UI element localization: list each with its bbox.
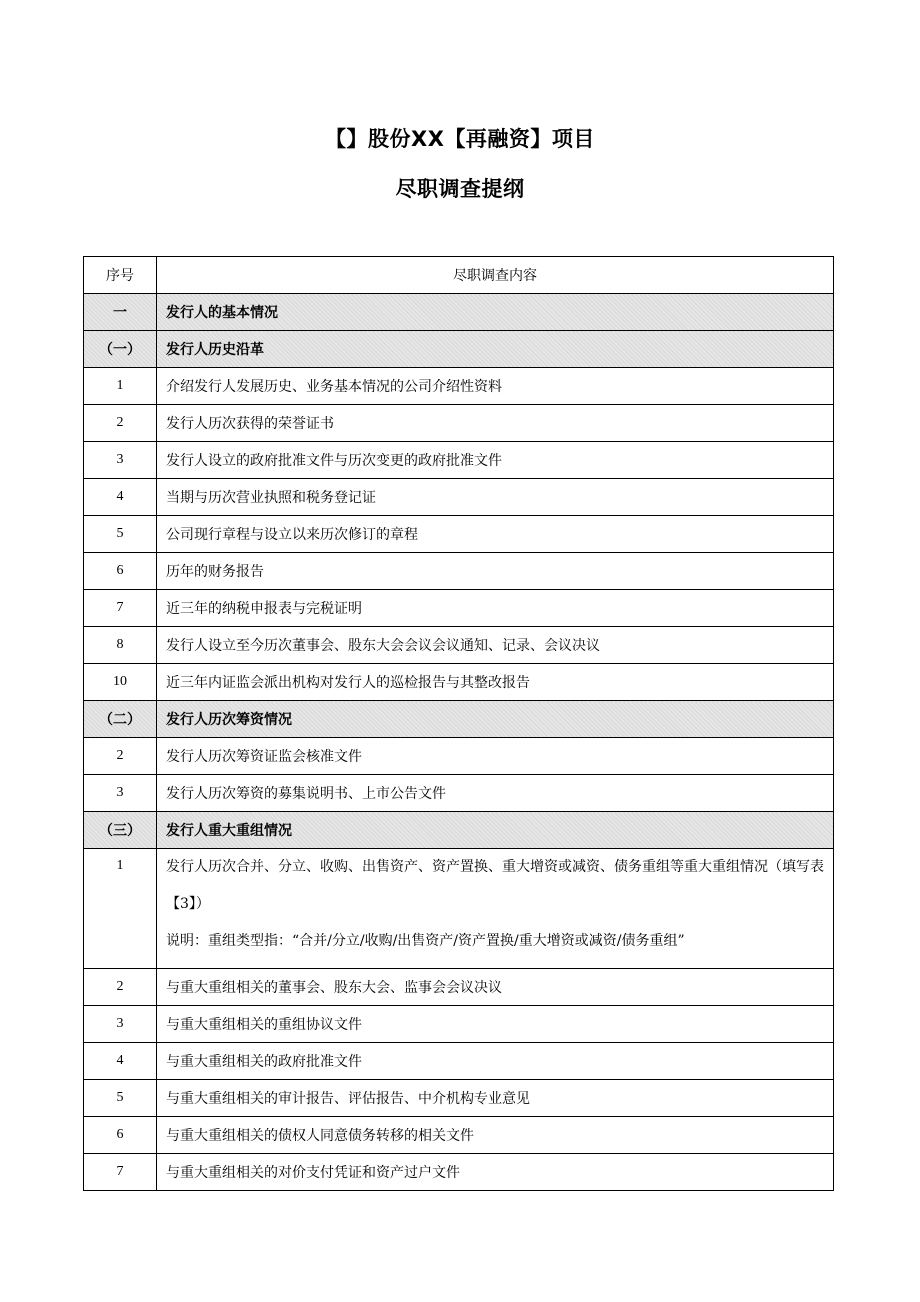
due-diligence-table — [83, 256, 834, 1191]
table-header-row — [84, 257, 834, 294]
row-seq: 2 — [84, 738, 157, 775]
row-seq: 5 — [84, 516, 157, 553]
header-seq: 序号 — [84, 257, 157, 294]
row-content: 发行人历次筹资证监会核准文件 — [157, 738, 834, 775]
row-seq: 7 — [84, 590, 157, 627]
table-row — [84, 969, 834, 1006]
row-content: 与重大重组相关的重组协议文件 — [157, 1006, 834, 1043]
row-content: 公司现行章程与设立以来历次修订的章程 — [157, 516, 834, 553]
row-seq: 3 — [84, 442, 157, 479]
row-seq: 2 — [84, 405, 157, 442]
section-row — [84, 812, 834, 849]
row-content: 发行人历史沿革 — [157, 331, 834, 368]
table-row — [84, 775, 834, 812]
row-seq: （二） — [84, 701, 157, 738]
row-content: 发行人的基本情况 — [157, 294, 834, 331]
row-content: 近三年的纳税申报表与完税证明 — [157, 590, 834, 627]
table-row — [84, 1043, 834, 1080]
row-seq: （一） — [84, 331, 157, 368]
table-row — [84, 738, 834, 775]
row-seq: 8 — [84, 627, 157, 664]
row-seq: 3 — [84, 1006, 157, 1043]
row-seq: 6 — [84, 553, 157, 590]
table-row — [84, 1080, 834, 1117]
document-title: 【】股份XX【再融资】项目 — [325, 127, 595, 151]
row-seq: 一 — [84, 294, 157, 331]
row-content: 与重大重组相关的董事会、股东大会、监事会会议决议 — [157, 969, 834, 1006]
row-content: 发行人历次获得的荣誉证书 — [157, 405, 834, 442]
row-seq: 1 — [84, 849, 157, 969]
row-content — [157, 849, 834, 969]
table-row — [84, 664, 834, 701]
row-content: 与重大重组相关的债权人同意债务转移的相关文件 — [157, 1117, 834, 1154]
row-seq: 5 — [84, 1080, 157, 1117]
row-content-text: 发行人历次合并、分立、收购、出售资产、资产置换、重大增资或减资、债务重组等重大重组情况（填写表【3】） — [166, 859, 824, 912]
table-row — [84, 516, 834, 553]
row-content: 介绍发行人发展历史、业务基本情况的公司介绍性资料 — [157, 368, 834, 405]
row-content-note: 说明：重组类型指：“合并/分立/收购/出售资产/资产置换/重大增资或减资/债务重组” — [166, 933, 685, 949]
table-row — [84, 849, 834, 969]
section-row — [84, 331, 834, 368]
row-content: 发行人历次筹资情况 — [157, 701, 834, 738]
row-seq: 4 — [84, 479, 157, 516]
table-row — [84, 590, 834, 627]
row-content: 与重大重组相关的审计报告、评估报告、中介机构专业意见 — [157, 1080, 834, 1117]
row-seq: 10 — [84, 664, 157, 701]
table-row — [84, 1154, 834, 1191]
row-seq: 6 — [84, 1117, 157, 1154]
table-row — [84, 1117, 834, 1154]
row-seq: 7 — [84, 1154, 157, 1191]
row-content: 历年的财务报告 — [157, 553, 834, 590]
document-subtitle: 尽职调查提纲 — [395, 177, 525, 201]
row-content: 近三年内证监会派出机构对发行人的巡检报告与其整改报告 — [157, 664, 834, 701]
section-row — [84, 701, 834, 738]
row-content: 发行人重大重组情况 — [157, 812, 834, 849]
row-content: 与重大重组相关的政府批准文件 — [157, 1043, 834, 1080]
row-content: 发行人设立至今历次董事会、股东大会会议会议通知、记录、会议决议 — [157, 627, 834, 664]
row-content: 发行人设立的政府批准文件与历次变更的政府批准文件 — [157, 442, 834, 479]
row-seq: 4 — [84, 1043, 157, 1080]
row-content: 当期与历次营业执照和税务登记证 — [157, 479, 834, 516]
table-row — [84, 479, 834, 516]
row-seq: （三） — [84, 812, 157, 849]
row-content: 发行人历次筹资的募集说明书、上市公告文件 — [157, 775, 834, 812]
header-content: 尽职调查内容 — [157, 257, 834, 294]
row-seq: 2 — [84, 969, 157, 1006]
table-row — [84, 627, 834, 664]
table-row — [84, 1006, 834, 1043]
table-row — [84, 405, 834, 442]
table-row — [84, 368, 834, 405]
row-seq: 1 — [84, 368, 157, 405]
row-content: 与重大重组相关的对价支付凭证和资产过户文件 — [157, 1154, 834, 1191]
table-row — [84, 553, 834, 590]
row-seq: 3 — [84, 775, 157, 812]
section-row — [84, 294, 834, 331]
table-row — [84, 442, 834, 479]
